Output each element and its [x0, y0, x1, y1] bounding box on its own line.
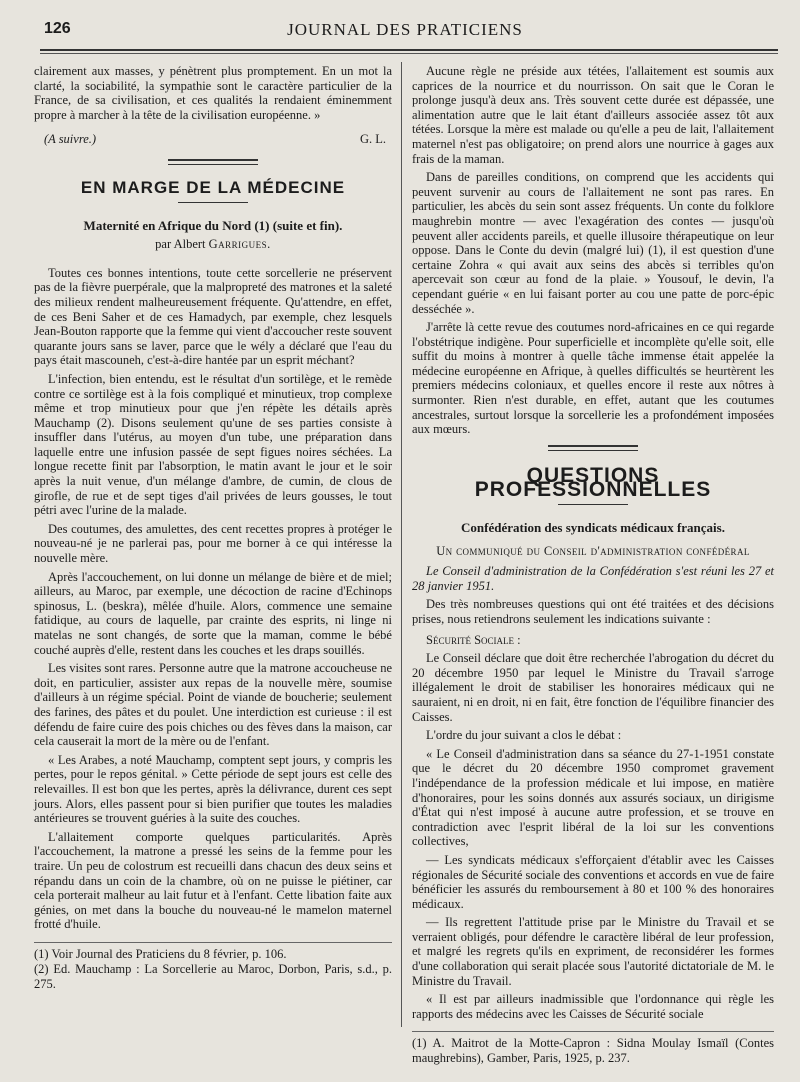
header-rule — [40, 49, 778, 51]
paragraph: Dans de pareilles conditions, on comprend que les accidents qui peuvent survenir au cours de l'allaitement ne sont pas rares. En particulier, les abcès du sein sont assez fréquents. Un conte du folklore maughrebin montre — avec l'exagération des contes — jusqu'où peuvent aller accidents pareils, et quelle illusoire thérapeutique on leur oppose. Dans le Conte du devin (malgré lui) (1), il est question d'une certaine Zohra « qui avait aux seins des abcès si terribles qu'on apercevait son cœur au fond de la plaie. » Yousouf, le devin, l'a cependant guérie « en lui faisant porter au cou une patte de porc-épic desséchée ». — [412, 170, 774, 316]
communique-heading: Un communiqué du Conseil d'administration confédéral — [436, 543, 750, 558]
column-divider — [401, 62, 402, 1027]
title-underline — [178, 202, 248, 203]
paragraph: — Ils regrettent l'attitude prise par le Ministre du Travail et se verraient obligés, pour défendre le caractère libéral de leur profession, et malgré les regrets qu'ils en expriment, de reconsidérer les formes d'une collaboration qui serait placée sous l'autorité dictatoriale de M. le Ministre du Travail. — [412, 915, 774, 988]
paragraph: Les visites sont rares. Personne autre que la matrone accoucheuse ne doit, en particulier, assister aux repas de la nouvelle mère, soumise d'ailleurs à un régime spécial. Point de viande de boucherie; seulement des farines, des pâtes et du poulet. Une interdiction est curieuse : il est défendu de faire cuire des pois chiches ou des fèves dans la maison, car cela causerait la mort de la mère ou de l'enfant. — [34, 661, 392, 749]
paragraph: Aucune règle ne préside aux tétées, l'allaitement est soumis aux caprices de la nourrice et du nourrisson. On sait que le Coran le prolonge jusqu'à deux ans. Très souvent cette durée est dépassée, une alimentation autre que le lait étant d'ailleurs associée assez tôt aux tétées. Lorsque la mère est malade ou qu'elle a peu de lait, l'allaitement maternel n'est pas obligatoire; on prend alors une nourrice à gages aux frais de la maman. — [412, 64, 774, 166]
section-title-questions: QUESTIONS PROFESSIONNELLES — [474, 463, 712, 502]
decisions-intro: Des très nombreuses questions qui ont été traitées et des décisions prises, nous retiendrons seulement les indications suivante : — [412, 597, 774, 626]
paragraph: « Il est par ailleurs inadmissible que l'ordonnance qui règle les rapports des médecins avec les Caisses de Sécurité sociale — [412, 992, 774, 1021]
footnote: (1) A. Maitrot de la Motte-Capron : Sidna Moulay Ismaïl (Contes maughrebins), Gamber, Paris, 1925, p. 237. — [412, 1036, 774, 1066]
article-title: Confédération des syndicats médicaux français. — [461, 520, 725, 536]
paragraph: « Le Conseil d'administration dans sa séance du 27-1-1951 constate que le décret du 20 décembre 1950 compromet gravement l'indépendance de la profession médicale et lui impose, en matière d'honoraires, pour les soins donnés aux assurés sociaux, un dirigisme d'État qui n'est imposé à aucune autre profession, et se trouve en contradiction avec l'esprit libéral de la loi sur les conventions collectives, — [412, 746, 774, 849]
signature-line — [44, 132, 386, 147]
article-title: Maternité en Afrique du Nord (1) (suite et fin). — [83, 217, 343, 233]
paragraph: L'infection, bien entendu, est le résultat d'un sortilège, et le remède contre ce sortilège est à la fois compliqué et minutieux, trop complexe même et trop minutieux pour que j'en répète les détails après Mauchamp (2). Disons seulement qu'une de ses parties consiste à insuffler dans l'utérus, au moyen d'un tube, une préparation dans laquelle entre une infusion passée de sept figues noires séchées. La longue recette finit par l'absorption, le matin avant le jour et le soir après la nuit venue, d'un mélange d'ambre, de cumin, de clous de girofle, de rue et de sept tiges d'ail privées de leurs gousses, le tout pétri avec l'urine de la malade. — [34, 371, 392, 518]
footnote: (2) Ed. Mauchamp : La Sorcellerie au Maroc, Dorbon, Paris, s.d., p. 275. — [34, 962, 392, 992]
paragraph: J'arrête là cette revue des coutumes nord-africaines en ce qui regarde l'obstétrique indigène. Pour superficielle et incomplète qu'elle soit, elle suffit du moins à montrer à quelle tâche immense était appelée la médecine européenne en Afrique, à quelles difficultés se heurtèrent les premiers médecins coloniaux, et quelles encore il reste aux nôtres à surmonter. Rien n'est durable, en effet, autant que les coutumes ancestrales, surtout lorsque la sorcellerie les a profondément imposées aux mœurs. — [412, 320, 774, 437]
conseil-date: Le Conseil d'administration de la Confédération s'est réuni les 27 et 28 janvier 1951. — [412, 564, 774, 593]
journal-title: JOURNAL DES PRATICIENS — [287, 20, 523, 39]
right-column — [412, 64, 774, 1067]
footnotes — [34, 942, 392, 992]
author-name: Garrigues. — [208, 237, 271, 252]
paragraph: L'allaitement comporte quelques particularités. Après l'accouchement, la matrone a pressé les seins de la femme pour les traire. Un peu de colostrum est recueilli dans chacun des deux seins et répandu dans un coin de la chambre, où on ne puisse le piétiner, car cela porterait malheur au lait futur et à l'enfant. Cette libation faite aux génies, on met dans la bouche du nouveau-né le mamelon maternel frotté d'huile. — [34, 829, 392, 932]
page-number: 126 — [44, 20, 71, 37]
footnote: (1) Voir Journal des Praticiens du 8 février, p. 106. — [34, 946, 287, 961]
paragraph: L'ordre du jour suivant a clos le débat : — [426, 728, 622, 743]
paragraph: « Les Arabes, a noté Mauchamp, comptent sept jours, y compris les pertes, pour le repos génital. » Cette période de sept jours est celle des relevailles. Il est bon que les pertes, après la délivrance, durent ces sept jours. Alors, elles passent pour si bien purifier que toutes les maladies antérieures se trouvent guéries à la suite des couches. — [34, 752, 392, 826]
left-column — [34, 64, 392, 993]
decorative-rule — [548, 445, 638, 451]
paragraph: Des coutumes, des amulettes, des cent recettes propres à protéger le nouveau-né je ne parlerai pas, pour me borner à ce qui intéresse la nouvelle mère. — [34, 521, 392, 566]
signature: G. L. — [359, 132, 386, 147]
paragraph: Toutes ces bonnes intentions, toute cette sorcellerie ne préservent pas de la fièvre puerpérale, que la malpropreté des matrones et la saleté des milieux rendent malheureusement fréquente. Qu'attendre, en effet, de ces Beni Saher et de ces Hamadych, par exemple, chez lesquels Jean-Bouton rapporte que la femme qui vient d'accoucher reste souvent quarante jours sans se laver, parce que le wély a déclaré que l'eau du pays était mascouneh, c'est-à-dire hantée par un esprit méchant? — [34, 265, 392, 368]
intro-paragraph: clairement aux masses, y pénètrent plus promptement. En un mot la clarté, la sociabilité, la sympathie sont le caractère particulier de la France, de sa civilisation, et ces qualités la rendaient éminemment propre à marcher à la tête de la civilisation européenne. » — [34, 64, 392, 122]
byline-par: par Albert — [155, 237, 206, 252]
footnotes — [412, 1031, 774, 1065]
decorative-rule — [168, 159, 258, 165]
a-suivre: (A suivre.) — [44, 132, 97, 147]
header-rule-thin — [40, 53, 778, 54]
paragraph: Après l'accouchement, on lui donne un mélange de bière et de miel; ailleurs, au Maroc, par exemple, une décoction de racine d'Echinops spinosus, L. (beskra), mêlée d'huile. Alors, commence une semaine fatidique, au cours de laquelle, par crainte des esprits, ni linge ni matelas ne sont changés, de sorte que la maman, comme le bébé couché auprès d'elle, restent dans les couches et les draps souillés. — [34, 569, 392, 657]
title-underline — [558, 504, 628, 505]
page-header — [30, 18, 780, 46]
section-title-medecine: EN MARGE DE LA MÉDECINE — [80, 177, 346, 197]
byline — [34, 237, 392, 252]
securite-sociale-heading: Sécurité Sociale : — [426, 632, 521, 647]
paragraph: Le Conseil déclare que doit être recherchée l'abrogation du décret du 20 décembre 1950 par lequel le Ministre du Travail s'arroge illégalement le droit de stabiliser les honoraires médicaux qui ne sauraient, ni en droit, ni en fait, être fonction de l'équilibre financier des Caisses. — [412, 651, 774, 724]
paragraph: — Les syndicats médicaux s'efforçaient d'établir avec les Caisses régionales de Sécurité sociale des conventions et accords en vue de faire bénéficier les assurés du remboursement à 80 et 100 % des honoraires médicaux. — [412, 852, 774, 911]
